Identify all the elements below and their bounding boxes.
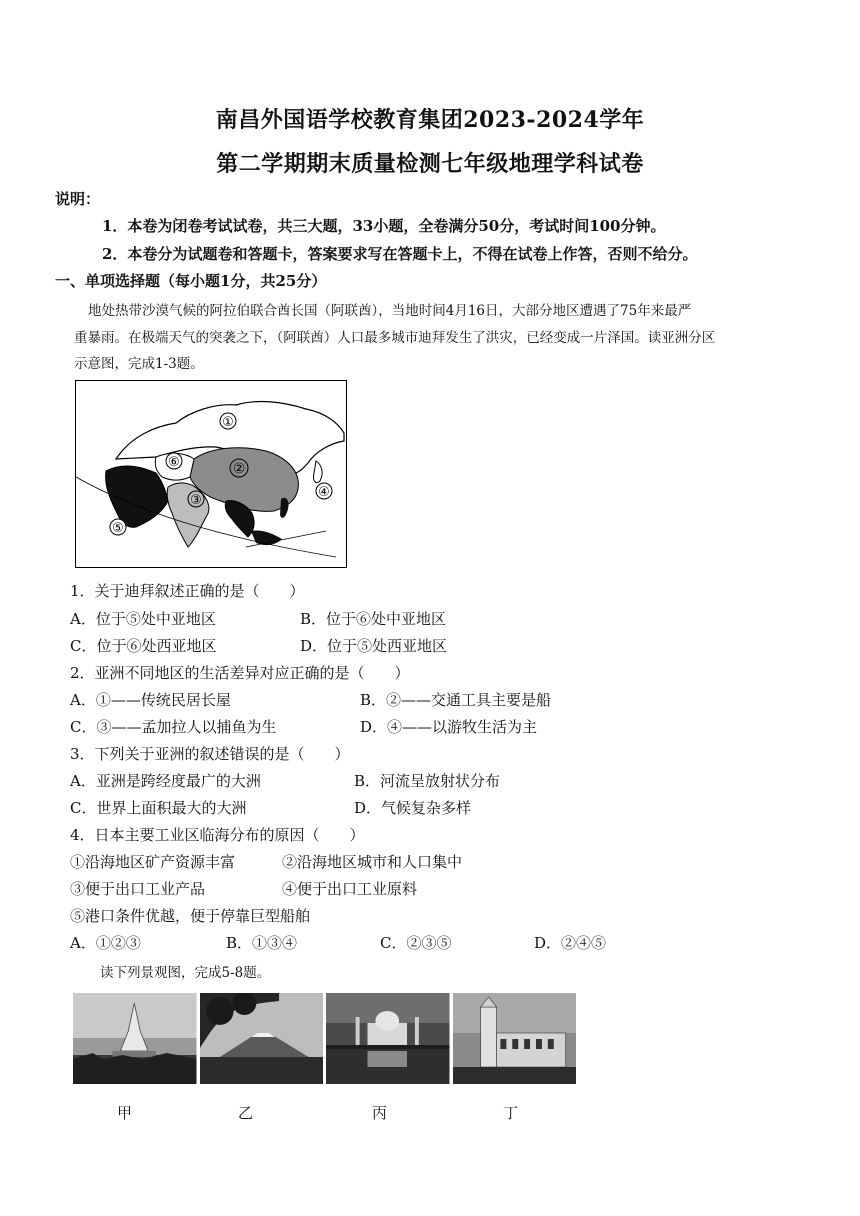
question-1-option-b: B．位于⑥处中亚地区 bbox=[300, 610, 447, 628]
question-2-option-d: D．④——以游牧生活为主 bbox=[360, 718, 538, 736]
map-label-6: ⑥ bbox=[168, 455, 180, 470]
question-4-statement-4: ④便于出口工业原料 bbox=[282, 880, 418, 898]
landscape-photos bbox=[73, 993, 576, 1084]
asia-map-svg bbox=[76, 381, 346, 567]
exam-title-line1: 南昌外国语学校教育集团2023-2024学年 bbox=[215, 107, 645, 133]
photo-label-yi: 乙 bbox=[238, 1104, 254, 1122]
section1-intro-line2: 重暴雨。在极端天气的突袭之下，（阿联酋）人口最多城市迪拜发生了洪灾，已经变成一片泽国。读亚洲分区 bbox=[74, 330, 716, 346]
question-4-option-a: A．①②③ bbox=[70, 934, 141, 952]
question-3-option-a: A．亚洲是跨经度最广的大洲 bbox=[70, 772, 261, 790]
question-2-option-c: C．③——孟加拉人以捕鱼为生 bbox=[70, 718, 277, 736]
map-label-2: ② bbox=[232, 461, 246, 477]
instructions-heading: 说明： bbox=[55, 190, 101, 208]
photo-pagoda bbox=[73, 993, 197, 1084]
map-label-3: ③ bbox=[190, 493, 202, 508]
photo-label-ding: 丁 bbox=[503, 1104, 519, 1122]
question-4-option-b: B．①③④ bbox=[226, 934, 298, 952]
instruction-item-1: 1．本卷为闭卷考试试卷，共三大题，33小题，全卷满分50分，考试时间100分钟。 bbox=[102, 217, 666, 235]
photo-taj-mahal bbox=[326, 993, 450, 1084]
asia-regions-map bbox=[75, 380, 347, 568]
question-4-stem: 4．日本主要工业区临海分布的原因（ ） bbox=[70, 826, 365, 844]
photo-label-jia: 甲 bbox=[117, 1104, 133, 1122]
map-label-1: ① bbox=[222, 415, 234, 430]
question-3-option-b: B．河流呈放射状分布 bbox=[354, 772, 501, 790]
question-2-option-b: B．②——交通工具主要是船 bbox=[360, 691, 552, 709]
question-3-option-d: D．气候复杂多样 bbox=[354, 799, 472, 817]
question-1-stem: 1．关于迪拜叙述正确的是（ ） bbox=[70, 582, 305, 600]
question-4-statement-5: ⑤港口条件优越，便于停靠巨型船舶 bbox=[70, 907, 311, 925]
question-3-option-c: C．世界上面积最大的大洲 bbox=[70, 799, 247, 817]
question-1-option-d: D．位于⑤处西亚地区 bbox=[300, 637, 448, 655]
exam-title-line2: 第二学期期末质量检测七年级地理学科试卷 bbox=[216, 151, 644, 177]
section1-intro-line3: 示意图，完成1-3题。 bbox=[74, 356, 204, 372]
question-2-stem: 2．亚洲不同地区的生活差异对应正确的是（ ） bbox=[70, 664, 410, 682]
photo-label-bing: 丙 bbox=[372, 1104, 388, 1122]
photo-intro: 读下列景观图，完成5-8题。 bbox=[100, 965, 271, 981]
map-label-4: ④ bbox=[318, 485, 330, 500]
question-4-statement-3: ③便于出口工业产品 bbox=[70, 880, 206, 898]
photo-mount-fuji bbox=[200, 993, 324, 1084]
photo-colonial-building bbox=[453, 993, 577, 1084]
question-3-stem: 3．下列关于亚洲的叙述错误的是（ ） bbox=[70, 745, 350, 763]
section1-intro-line1: 地处热带沙漠气候的阿拉伯联合酋长国（阿联酋），当地时间4月16日，大部分地区遭遇了75年来最严 bbox=[88, 303, 692, 319]
question-4-option-c: C．②③⑤ bbox=[380, 934, 452, 952]
question-1-option-c: C．位于⑥处西亚地区 bbox=[70, 637, 217, 655]
instruction-item-2: 2．本卷分为试题卷和答题卡，答案要求写在答题卡上，不得在试卷上作答，否则不给分。 bbox=[102, 245, 698, 263]
question-4-statement-1: ①沿海地区矿产资源丰富 bbox=[70, 853, 236, 871]
section1-heading: 一、单项选择题（每小题1分，共25分） bbox=[55, 272, 327, 290]
question-4-statement-2: ②沿海地区城市和人口集中 bbox=[282, 853, 463, 871]
question-1-option-a: A．位于⑤处中亚地区 bbox=[70, 610, 216, 628]
map-label-5: ⑤ bbox=[112, 521, 124, 536]
question-2-option-a: A．①——传统民居长屋 bbox=[70, 691, 231, 709]
question-4-option-d: D．②④⑤ bbox=[534, 934, 607, 952]
